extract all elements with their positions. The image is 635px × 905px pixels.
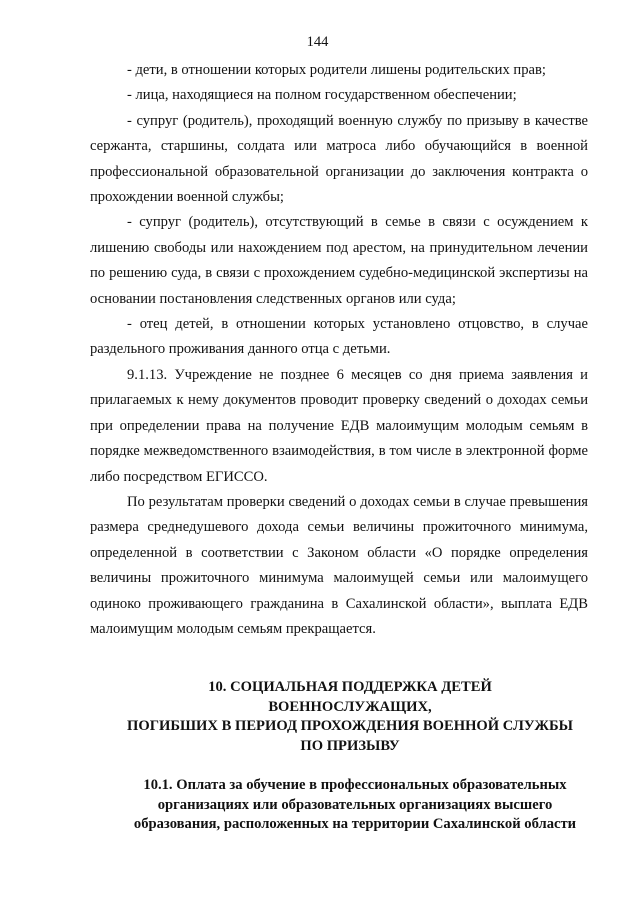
subsection-heading-line-2: организациях или образовательных организациях высшего <box>157 796 553 813</box>
section-heading <box>100 678 600 756</box>
subsection-heading <box>115 776 595 835</box>
subsection-heading-line-3: образования, расположенных на территории Сахалинской области <box>133 816 577 832</box>
paragraph-4: - супруг (родитель), отсутствующий в семье в связи с осуждением к лишению свободы или нахождением под арестом, на принудительном лечении по решению суда, в связи с прохождением судебно-медицинской экспертизы на основании постановления следственных органов или суда; <box>90 214 588 307</box>
section-heading-line-1: 10. СОЦИАЛЬНАЯ ПОДДЕРЖКА ДЕТЕЙ <box>208 679 492 695</box>
subsection-heading-line-1: 10.1. Оплата за обучение в профессиональных образовательных <box>143 777 567 793</box>
body-text <box>90 58 588 642</box>
section-heading-line-2: ВОЕННОСЛУЖАЩИХ, <box>268 698 432 715</box>
paragraph-6: 9.1.13. Учреждение не позднее 6 месяцев со дня приема заявления и прилагаемых к нему документов проводит проверку сведений о доходах семьи при определении права на получение ЕДВ малоимущим молодым семьям в порядке межведомственного взаимодействия, в том числе в электронной форме либо посредством ЕГИССО. <box>90 366 588 485</box>
section-heading-line-3: ПОГИБШИХ В ПЕРИОД ПРОХОЖДЕНИЯ ВОЕННОЙ СЛУЖБЫ <box>127 718 573 734</box>
paragraph-2: - лица, находящиеся на полном государственном обеспечении; <box>127 87 517 104</box>
paragraph-3: - супруг (родитель), проходящий военную службу по призыву в качестве сержанта, старшины, солдата или матроса либо обучающийся в военной профессиональной образовательной организации до заключения контракта о прохождении военной службы; <box>90 112 588 206</box>
paragraph-7: По результатам проверки сведений о доходах семьи в случае превышения размера среднедушевого дохода семьи величины прожиточного минимума, определенной в соответствии с Законом области «О порядке определения величины прожиточного минимума малоимущей семьи или малоимущего одиноко проживающего гражданина в Сахалинской области», выплата ЕДВ малоимущим молодым семьям прекращается. <box>90 493 588 637</box>
page-number: 144 <box>306 34 329 50</box>
section-heading-line-4: ПО ПРИЗЫВУ <box>300 737 400 754</box>
paragraph-1: - дети, в отношении которых родители лишены родительских прав; <box>127 62 546 78</box>
paragraph-5: - отец детей, в отношении которых установлено отцовство, в случае раздельного проживания данного отца с детьми. <box>90 316 588 358</box>
